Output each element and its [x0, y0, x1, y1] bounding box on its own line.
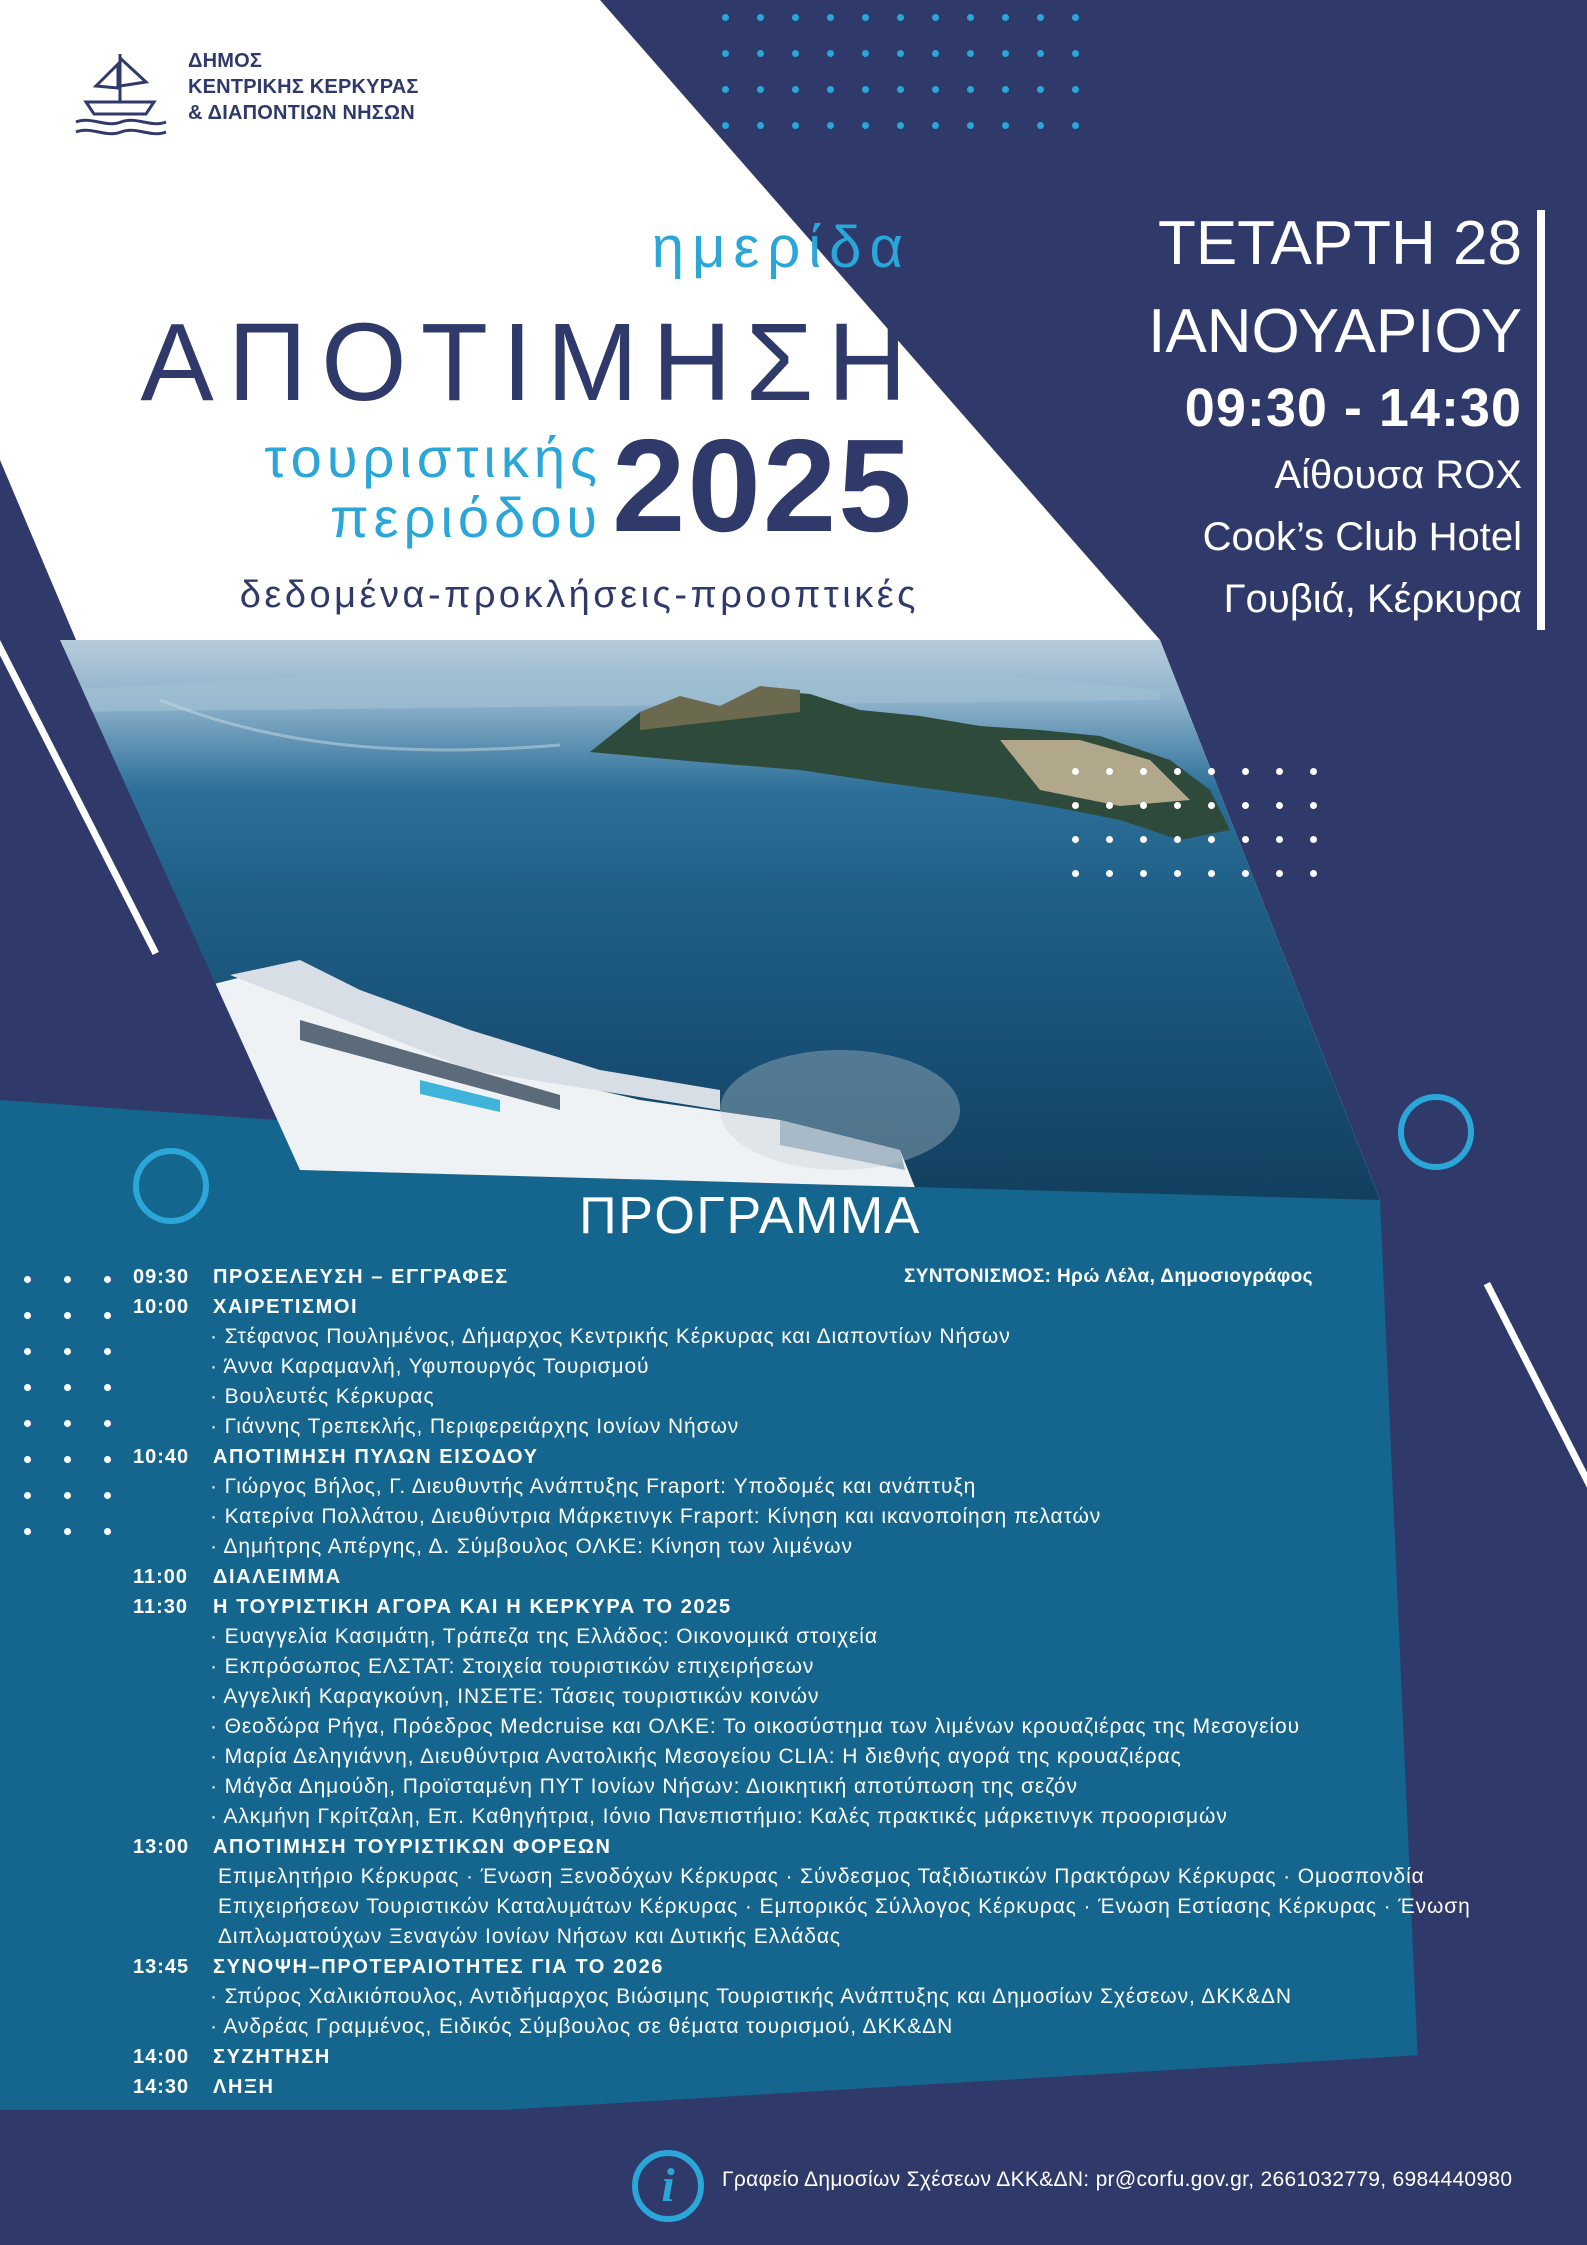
program-session: [133, 1292, 1573, 1322]
session-speaker: · Βουλευτές Κέρκυρας: [210, 1385, 435, 1408]
decorative-dot: [757, 86, 764, 93]
decorative-dot: [1037, 86, 1044, 93]
decorative-dot: [967, 50, 974, 57]
session-title: ΛΗΞΗ: [213, 2076, 275, 2098]
decorative-dot: [967, 14, 974, 21]
decorative-dot: [1072, 802, 1079, 809]
municipality-logo: [66, 40, 486, 150]
event-title: ΑΠΟΤΙΜΗΣΗ: [140, 301, 921, 424]
logo-line-3: & ΔΙΑΠΟΝΤΙΩΝ ΝΗΣΩΝ: [188, 102, 415, 124]
session-speaker: · Αλκμήνη Γκρίτζαλη, Επ. Καθηγήτρια, Ιόνιο Πανεπιστήμιο: Καλές πρακτικές μάρκετινγκ προορισμών: [210, 1805, 1228, 1828]
decorative-dot: [792, 14, 799, 21]
decorative-dot: [827, 14, 834, 21]
session-speaker: · Κατερίνα Πολλάτου, Διευθύντρια Μάρκετινγκ Fraport: Κίνηση και ικανοποίηση πελατών: [210, 1505, 1102, 1528]
decorative-dot: [862, 86, 869, 93]
decorative-dot: [1310, 836, 1317, 843]
decorative-dot: [827, 122, 834, 129]
decorative-dot: [1276, 870, 1283, 877]
session-time: 14:00: [133, 2046, 190, 2068]
session-speaker: · Σπύρος Χαλικιόπουλος, Αντιδήμαρχος Βιώσιμης Τουριστικής Ανάπτυξης και Δημοσίων Σχέσεων, ΔΚΚ&ΔΝ: [210, 1985, 1292, 2008]
decorative-dot: [1276, 836, 1283, 843]
decorative-dot: [967, 122, 974, 129]
decorative-dot: [827, 86, 834, 93]
decorative-dot: [1072, 122, 1079, 129]
circle-decoration-right: [1398, 1094, 1474, 1170]
event-year: 2025: [612, 412, 914, 559]
session-speaker: · Ευαγγελία Κασιμάτη, Τράπεζα της Ελλάδος: Οικονομικά στοιχεία: [210, 1625, 878, 1648]
decorative-dot: [1208, 836, 1215, 843]
program-session: [133, 1442, 1573, 1472]
session-time: 11:00: [133, 1566, 189, 1588]
decorative-dot: [1310, 802, 1317, 809]
decorative-dot: [1242, 870, 1249, 877]
session-title: ΔΙΑΛΕΙΜΜΑ: [213, 1566, 342, 1588]
session-title: ΣΥΖΗΤΗΣΗ: [213, 2046, 331, 2068]
program-session: [133, 1832, 1573, 1862]
decorative-dot: [1174, 836, 1181, 843]
session-organisations: Επιμελητήριο Κέρκυρας · Ένωση Ξενοδόχων Κέρκυρας · Σύνδεσμος Ταξιδιωτικών Πρακτόρων Κέρκυρας · Ομοσπονδία Επιχειρήσεων Τουριστικών Καταλυμάτων Κέρκυρας · Εμπορικός Σύλλογος Κέρκυρας · Ένωση Εστίασης Κέρκυρας · Ένωση Διπλωματούχων Ξεναγών Ιονίων Νήσων και Δυτικής Ελλάδας: [218, 1865, 1471, 1948]
decorative-dot: [1208, 870, 1215, 877]
session-time: 10:40: [133, 1446, 190, 1468]
decorative-dot: [1072, 768, 1079, 775]
decorative-dot: [64, 1348, 71, 1355]
decorative-dot: [722, 122, 729, 129]
session-title: ΣΥΝΟΨΗ–ΠΡΟΤΕΡΑΙΟΤΗΤΕΣ ΓΙΑ ΤΟ 2026: [213, 1956, 665, 1978]
decorative-dot: [1072, 86, 1079, 93]
decorative-dot: [64, 1420, 71, 1427]
event-month: ΙΑΝΟΥΑΡΙΟΥ: [1148, 297, 1522, 366]
decorative-dot: [967, 86, 974, 93]
event-title-words: [264, 428, 602, 548]
program-session: [133, 1262, 1573, 1292]
session-time: 10:00: [133, 1296, 190, 1318]
session-speaker: · Δημήτρης Απέργης, Δ. Σύμβουλος ΟΛΚΕ: Κίνηση των λιμένων: [210, 1535, 853, 1558]
decorative-dot: [1106, 836, 1113, 843]
decorative-dot: [722, 14, 729, 21]
session-title: ΑΠΟΤΙΜΗΣΗ ΤΟΥΡΙΣΤΙΚΩΝ ΦΟΡΕΩΝ: [213, 1836, 612, 1858]
event-time: 09:30 - 14:30: [1184, 378, 1522, 438]
session-time: 11:30: [133, 1596, 189, 1618]
decorative-dot: [932, 14, 939, 21]
decorative-dot: [24, 1312, 31, 1319]
session-time: 09:30: [133, 1266, 190, 1288]
decorative-dot: [1002, 14, 1009, 21]
decorative-dot: [1140, 802, 1147, 809]
decorative-dot: [722, 50, 729, 57]
decorative-dot: [1276, 768, 1283, 775]
info-icon: i: [632, 2150, 704, 2222]
decorative-dot: [1072, 870, 1079, 877]
decorative-dot: [1002, 86, 1009, 93]
event-day: ΤΕΤΑΡΤΗ 28: [1157, 209, 1522, 278]
session-speaker: · Άννα Καραμανλή, Υφυπουργός Τουρισμού: [210, 1355, 650, 1378]
decorative-dot: [64, 1456, 71, 1463]
decorative-dot: [64, 1528, 71, 1535]
program-heading: ΠΡΟΓΡΑΜΜΑ: [579, 1187, 921, 1245]
decorative-dot: [862, 50, 869, 57]
decorative-dot: [24, 1384, 31, 1391]
decorative-dot: [1242, 802, 1249, 809]
decorative-dot: [24, 1420, 31, 1427]
program-session: [133, 1592, 1573, 1622]
program-session: [133, 2072, 1573, 2102]
decorative-dot: [1208, 768, 1215, 775]
session-speaker: · Αγγελική Καραγκούνη, ΙΝΣΕΤΕ: Τάσεις τουριστικών κοινών: [210, 1685, 820, 1708]
decorative-dot: [792, 86, 799, 93]
program-moderator: ΣΥΝΤΟΝΙΣΜΟΣ: Ηρώ Λέλα, Δημοσιογράφος: [904, 1266, 1313, 1287]
decorative-dot: [104, 1420, 111, 1427]
decorative-dot: [897, 86, 904, 93]
logo-text: [188, 48, 419, 126]
decorative-dot: [64, 1384, 71, 1391]
session-speaker: · Στέφανος Πουλημένος, Δήμαρχος Κεντρικής Κέρκυρας και Διαποντίων Νήσων: [210, 1325, 1011, 1348]
decorative-dot: [1310, 768, 1317, 775]
decorative-dot: [24, 1456, 31, 1463]
event-title-word-2: περιόδου: [330, 486, 602, 549]
program-session: [133, 1952, 1573, 1982]
decorative-dot: [1242, 768, 1249, 775]
decorative-dot: [24, 1528, 31, 1535]
session-title: Η ΤΟΥΡΙΣΤΙΚΗ ΑΓΟΡΑ ΚΑΙ Η ΚΕΡΚΥΡΑ ΤΟ 2025: [213, 1596, 732, 1618]
session-title: ΑΠΟΤΙΜΗΣΗ ΠΥΛΩΝ ΕΙΣΟΔΟΥ: [213, 1446, 539, 1468]
decorative-dot: [1174, 870, 1181, 877]
decorative-dot: [757, 14, 764, 21]
decorative-dot: [792, 50, 799, 57]
decorative-dot: [64, 1312, 71, 1319]
decorative-dot: [862, 14, 869, 21]
session-speaker: · Ανδρέας Γραμμένος, Ειδικός Σύμβουλος σε θέματα τουρισμού, ΔΚΚ&ΔΝ: [210, 2015, 954, 2038]
decorative-dot: [104, 1456, 111, 1463]
decorative-dot: [1140, 768, 1147, 775]
session-speaker: · Μαρία Δεληγιάννη, Διευθύντρια Ανατολικής Μεσογείου CLIA: Η διεθνής αγορά της κρουαζιέρας: [210, 1745, 1182, 1768]
decorative-dot: [24, 1348, 31, 1355]
decorative-dot: [1037, 122, 1044, 129]
decorative-dot: [1140, 836, 1147, 843]
session-time: 13:00: [133, 1836, 190, 1858]
event-date-venue: [1148, 204, 1522, 630]
decorative-dot: [1174, 802, 1181, 809]
session-time: 14:30: [133, 2076, 190, 2098]
event-venue-room: Αίθουσα ROX: [1274, 453, 1522, 497]
decorative-dot: [932, 86, 939, 93]
decorative-dot: [104, 1348, 111, 1355]
logo-line-1: ΔΗΜΟΣ: [188, 50, 263, 72]
decorative-dot: [104, 1528, 111, 1535]
event-title-word-1: τουριστικής: [264, 426, 602, 489]
session-speaker: · Εκπρόσωπος ΕΛΣΤΑΤ: Στοιχεία τουριστικών επιχειρήσεων: [210, 1655, 815, 1678]
session-speaker: · Μάγδα Δημούδη, Προϊσταμένη ΠΥΤ Ιονίων Νήσων: Διοικητική αποτύπωση της σεζόν: [210, 1775, 1078, 1798]
program-session: [133, 2042, 1573, 2072]
decorative-dot: [1072, 14, 1079, 21]
decorative-dot: [722, 86, 729, 93]
ship-logo-icon: [66, 40, 176, 140]
decorative-dot: [827, 50, 834, 57]
session-speaker: · Γιώργος Βήλος, Γ. Διευθυντής Ανάπτυξης Fraport: Υποδομές και ανάπτυξη: [210, 1475, 977, 1498]
decorative-dot: [1037, 14, 1044, 21]
decorative-dot: [1276, 802, 1283, 809]
decorative-dot: [897, 50, 904, 57]
decorative-dot: [24, 1276, 31, 1283]
footer-contact: Γραφείο Δημοσίων Σχέσεων ΔΚΚ&ΔΝ: pr@corfu.gov.gr, 2661032779, 6984440980: [722, 2168, 1513, 2191]
decorative-dot: [1072, 836, 1079, 843]
event-venue-hotel: Cook’s Club Hotel: [1202, 515, 1522, 559]
decorative-dot: [1140, 870, 1147, 877]
date-accent-bar: [1537, 210, 1545, 630]
decorative-dot: [1242, 836, 1249, 843]
decorative-dot: [1002, 122, 1009, 129]
decorative-dot: [897, 14, 904, 21]
decorative-dot: [932, 50, 939, 57]
session-time: 13:45: [133, 1956, 190, 1978]
decorative-dot: [64, 1276, 71, 1283]
event-kicker: ημερίδα: [651, 215, 911, 280]
decorative-dot: [1174, 768, 1181, 775]
decorative-dot: [897, 122, 904, 129]
decorative-dot: [1072, 50, 1079, 57]
decorative-dot: [757, 50, 764, 57]
decorative-dot: [104, 1384, 111, 1391]
session-title: ΧΑΙΡΕΤΙΣΜΟΙ: [213, 1296, 359, 1318]
decorative-dot: [1106, 768, 1113, 775]
decorative-dot: [104, 1312, 111, 1319]
decorative-dot: [862, 122, 869, 129]
decorative-dot: [104, 1492, 111, 1499]
decorative-dot: [1310, 870, 1317, 877]
program-session: [133, 1562, 1573, 1592]
decorative-dot: [932, 122, 939, 129]
decorative-dot: [757, 122, 764, 129]
session-speaker: · Γιάννης Τρεπεκλής, Περιφερειάρχης Ιονίων Νήσων: [210, 1415, 740, 1438]
session-title: ΠΡΟΣΕΛΕΥΣΗ – ΕΓΓΡΑΦΕΣ: [213, 1266, 509, 1288]
event-subtitle: δεδομένα-προκλήσεις-προοπτικές: [239, 574, 919, 616]
decorative-dot: [1037, 50, 1044, 57]
program-schedule: [133, 1262, 1573, 2102]
decorative-dot: [1106, 802, 1113, 809]
decorative-dot: [64, 1492, 71, 1499]
event-venue-location: Γουβιά, Κέρκυρα: [1223, 577, 1522, 621]
decorative-dot: [1208, 802, 1215, 809]
decorative-dot: [1106, 870, 1113, 877]
decorative-dot: [24, 1492, 31, 1499]
session-speaker: · Θεοδώρα Ρήγα, Πρόεδρος Medcruise και ΟΛΚΕ: Το οικοσύστημα των λιμένων κρουαζιέρας της Μεσογείου: [210, 1715, 1300, 1738]
decorative-dot: [104, 1276, 111, 1283]
logo-line-2: ΚΕΝΤΡΙΚΗΣ ΚΕΡΚΥΡΑΣ: [188, 76, 419, 98]
decorative-dot: [792, 122, 799, 129]
decorative-dot: [1002, 50, 1009, 57]
